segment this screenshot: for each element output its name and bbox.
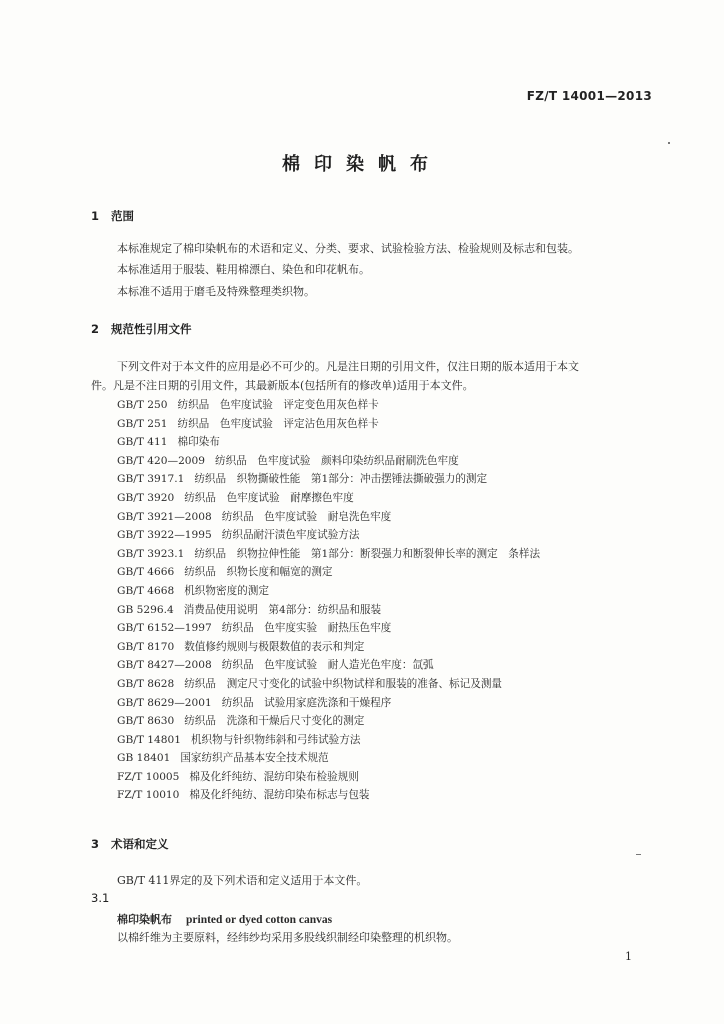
reference-item xyxy=(117,675,540,694)
terms-intro: GB/T 411界定的及下列术语和定义适用于本文件。 xyxy=(117,874,368,887)
reference-item xyxy=(117,415,540,434)
reference-code: GB 5296.4 xyxy=(117,603,174,616)
section-number: 3 xyxy=(91,837,100,851)
reference-code: GB/T 3917.1 xyxy=(117,473,185,486)
reference-item xyxy=(117,545,540,564)
term-chinese: 棉印染帆布 xyxy=(117,913,172,926)
reference-title: 纺织品 色牢度试验 颜料印染纺织品耐刷洗色牢度 xyxy=(215,454,459,467)
reference-code: GB/T 251 xyxy=(117,417,168,430)
reference-item xyxy=(117,731,540,750)
reference-code: GB/T 3920 xyxy=(117,491,175,504)
reference-title: 棉印染布 xyxy=(177,436,220,449)
term-entry xyxy=(117,911,332,927)
term-english: printed or dyed cotton canvas xyxy=(186,914,333,926)
reference-code: GB/T 411 xyxy=(117,436,168,449)
reference-code: GB/T 3921—2008 xyxy=(117,510,212,523)
reference-item xyxy=(117,508,540,527)
reference-item xyxy=(117,638,540,657)
reference-code: GB/T 6152—1997 xyxy=(117,622,212,635)
section-heading-normative-references xyxy=(91,321,192,337)
reference-code: GB/T 8170 xyxy=(117,640,175,653)
scope-paragraph: 本标准不适用于磨毛及特殊整理类织物。 xyxy=(117,285,315,298)
reference-item xyxy=(117,619,540,638)
reference-title: 纺织品 色牢度试验 耐皂洗色牢度 xyxy=(221,510,392,523)
reference-item xyxy=(117,396,540,415)
clause-number: 3.1 xyxy=(91,891,110,905)
reference-title: 纺织品 试验用家庭洗涤和干燥程序 xyxy=(221,696,392,709)
reference-item xyxy=(117,470,540,489)
scan-speck xyxy=(636,854,641,855)
reference-code: GB 18401 xyxy=(117,752,171,765)
section-title: 术语和定义 xyxy=(111,837,169,851)
reference-code: GB/T 8630 xyxy=(117,715,175,728)
document-title: 棉印染帆布 xyxy=(282,154,442,175)
reference-code: FZ/T 10010 xyxy=(117,789,180,802)
standard-number: FZ/T 14001—2013 xyxy=(526,89,652,103)
scope-paragraph: 本标准适用于服装、鞋用棉漂白、染色和印花帆布。 xyxy=(117,263,370,276)
reference-title: 纺织品 洗涤和干燥后尺寸变化的测定 xyxy=(184,715,365,728)
reference-code: GB/T 4668 xyxy=(117,584,175,597)
reference-item xyxy=(117,526,540,545)
reference-code: GB/T 420—2009 xyxy=(117,454,206,467)
reference-code: GB/T 14801 xyxy=(117,733,181,746)
section-title: 范围 xyxy=(111,209,134,223)
reference-item xyxy=(117,694,540,713)
reference-list xyxy=(117,396,540,805)
references-intro-line: 下列文件对于本文件的应用是必不可少的。凡是注日期的引用文件，仅注日期的版本适用于本文 xyxy=(117,360,579,373)
reference-item xyxy=(117,601,540,620)
reference-item xyxy=(117,786,540,805)
section-number: 1 xyxy=(91,209,100,223)
reference-code: GB/T 8628 xyxy=(117,677,175,690)
reference-title: 纺织品 色牢度试验 耐摩擦色牢度 xyxy=(184,491,354,504)
reference-title: 纺织品 色牢度试验 耐人造光色牢度：氙弧 xyxy=(221,659,434,672)
references-intro-line: 件。凡是不注日期的引用文件，其最新版本(包括所有的修改单)适用于本文件。 xyxy=(91,379,474,392)
reference-title: 纺织品 织物拉伸性能 第1部分：断裂强力和断裂伸长率的测定 条样法 xyxy=(194,547,541,560)
term-definition: 以棉纤维为主要原料，经纬纱均采用多股线织制经印染整理的机织物。 xyxy=(117,931,458,944)
reference-code: GB/T 8427—2008 xyxy=(117,659,212,672)
scan-speck xyxy=(668,142,670,144)
section-title: 规范性引用文件 xyxy=(111,322,192,336)
reference-item xyxy=(117,749,540,768)
section-number: 2 xyxy=(91,322,100,336)
reference-title: 纺织品 测定尺寸变化的试验中织物试样和服装的准备、标记及测量 xyxy=(184,677,503,690)
page-number: 1 xyxy=(625,950,632,963)
reference-title: 消费品使用说明 第4部分：纺织品和服装 xyxy=(183,603,382,616)
scope-paragraph: 本标准规定了棉印染帆布的术语和定义、分类、要求、试验检验方法、检验规则及标志和包装。 xyxy=(117,242,579,255)
reference-item xyxy=(117,582,540,601)
reference-title: 纺织品 色牢度试验 评定沾色用灰色样卡 xyxy=(177,417,379,430)
reference-item xyxy=(117,656,540,675)
reference-code: GB/T 8629—2001 xyxy=(117,696,212,709)
reference-title: 纺织品 色牢度试验 评定变色用灰色样卡 xyxy=(177,399,379,411)
reference-title: 机织物与针织物纬斜和弓纬试验方法 xyxy=(190,733,361,746)
reference-title: 纺织品 织物撕破性能 第1部分：冲击摆锤法撕破强力的测定 xyxy=(194,473,488,486)
reference-title: 纺织品 织物长度和幅宽的测定 xyxy=(184,566,333,579)
reference-item xyxy=(117,452,540,471)
reference-title: 纺织品耐汗渍色牢度试验方法 xyxy=(221,529,360,542)
reference-title: 机织物密度的测定 xyxy=(184,584,269,597)
reference-code: GB/T 4666 xyxy=(117,566,175,579)
reference-title: 数值修约规则与极限数值的表示和判定 xyxy=(184,640,365,653)
reference-item xyxy=(117,563,540,582)
reference-code: FZ/T 10005 xyxy=(117,770,180,783)
reference-item xyxy=(117,768,540,787)
reference-title: 棉及化纤纯纺、混纺印染布检验规则 xyxy=(189,770,359,783)
section-heading-scope xyxy=(91,208,134,224)
reference-title: 棉及化纤纯纺、混纺印染布标志与包装 xyxy=(189,789,370,802)
reference-code: GB/T 3923.1 xyxy=(117,547,185,560)
reference-code: GB/T 3922—1995 xyxy=(117,529,212,542)
reference-title: 国家纺织产品基本安全技术规范 xyxy=(180,752,329,765)
reference-code: GB/T 250 xyxy=(117,399,168,411)
section-heading-terms-definitions xyxy=(91,836,169,852)
reference-item xyxy=(117,712,540,731)
reference-title: 纺织品 色牢度实验 耐热压色牢度 xyxy=(221,622,392,635)
reference-item xyxy=(117,489,540,508)
reference-item xyxy=(117,433,540,452)
